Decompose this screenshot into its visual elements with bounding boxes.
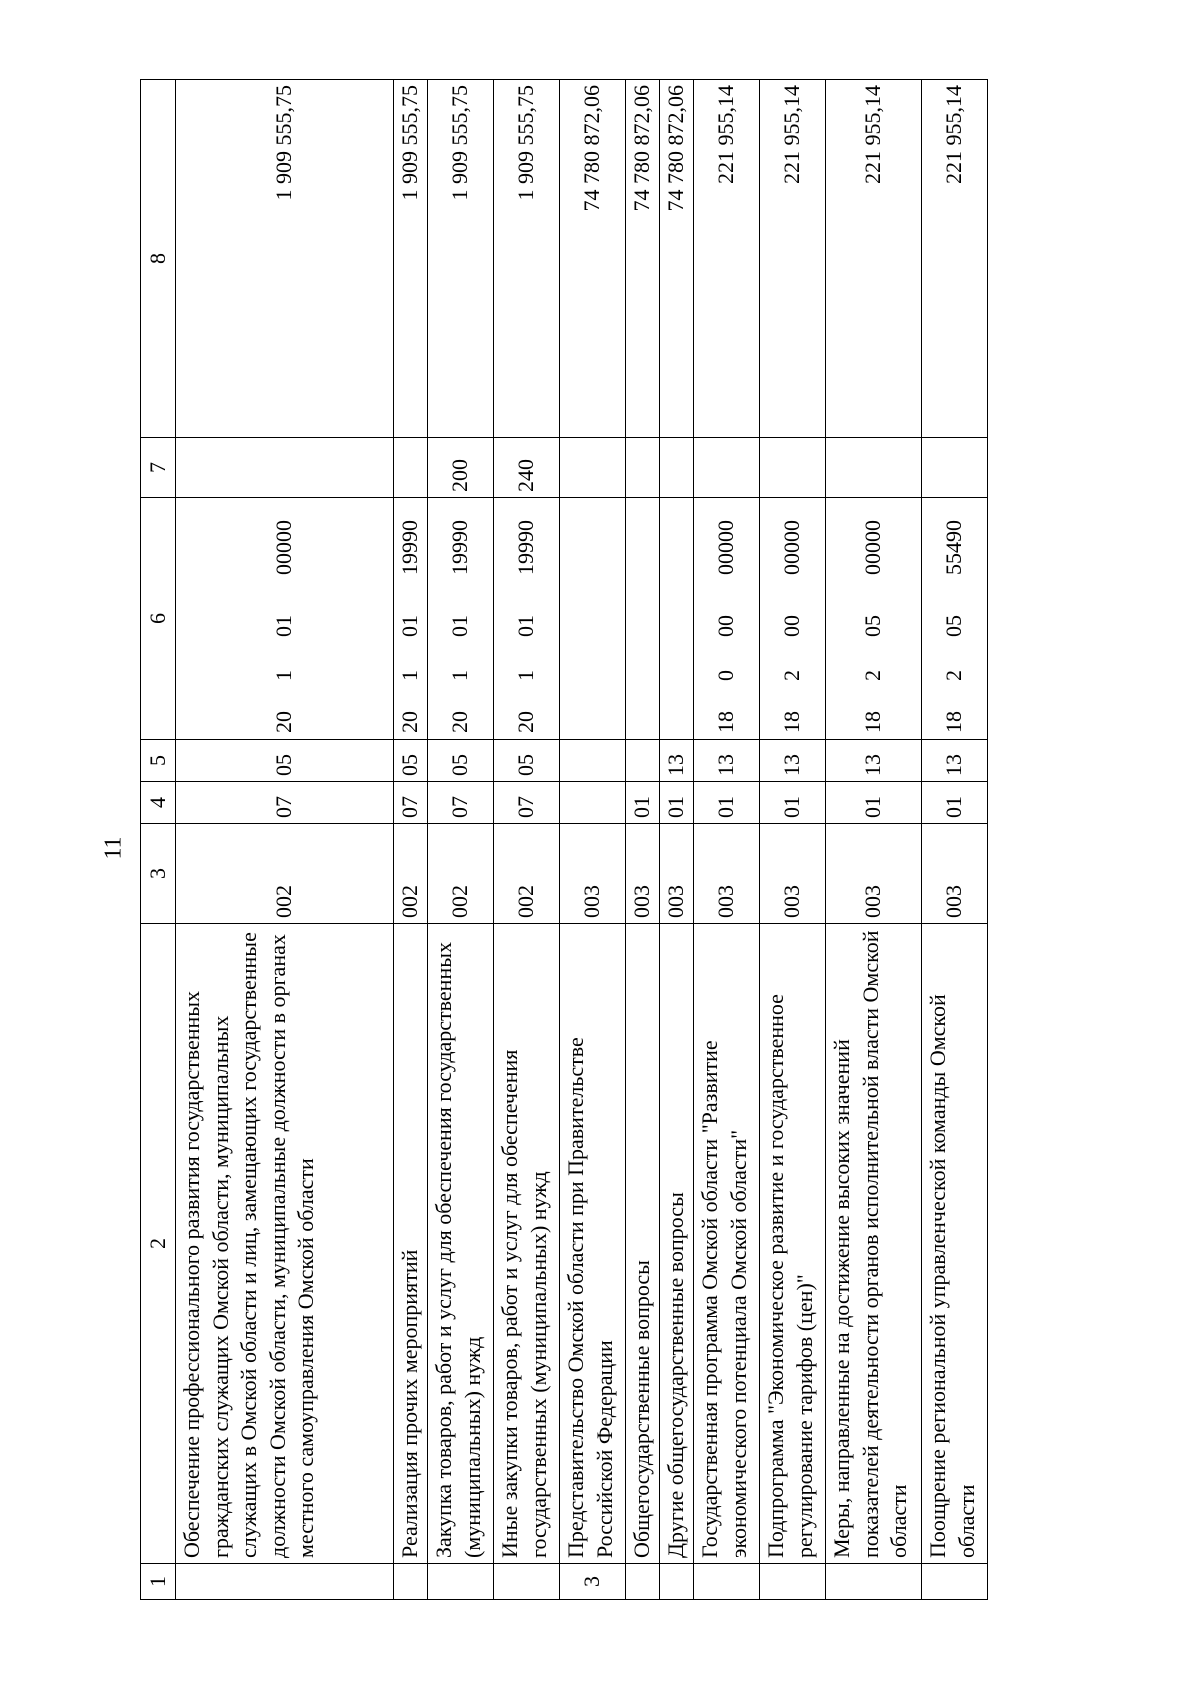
target-article-part: 00: [713, 615, 739, 637]
subsection-code-cell: [626, 740, 660, 782]
header-cell: 4: [141, 782, 176, 824]
target-article-part: 18: [713, 711, 739, 733]
row-number-cell: [394, 1564, 428, 1600]
rotated-table-container: [140, 80, 1020, 1600]
table-row: [494, 80, 560, 1600]
target-article-cell: [660, 498, 694, 740]
subsection-code-cell: 13: [694, 740, 760, 782]
target-article-part: 01: [447, 615, 473, 637]
expense-type-cell: [176, 438, 394, 498]
target-article-part: 19990: [447, 520, 473, 575]
row-number-cell: [428, 1564, 494, 1600]
expense-type-cell: [660, 438, 694, 498]
subsection-code-cell: 13: [826, 740, 922, 782]
target-article-cell: [922, 498, 988, 740]
expense-type-cell: 200: [428, 438, 494, 498]
table-row: [176, 80, 394, 1600]
item-name-cell: Подпрограмма "Экономическое развитие и государственное регулирование тарифов (цен)": [760, 924, 826, 1564]
subsection-code-cell: 05: [176, 740, 394, 782]
target-article-part: 01: [397, 615, 423, 637]
amount-cell: 1 909 555,75: [428, 80, 494, 438]
section-code-cell: 07: [494, 782, 560, 824]
target-article-cell: [826, 498, 922, 740]
subsection-code-cell: 13: [760, 740, 826, 782]
item-name-cell: Государственная программа Омской области "Развитие экономического потенциала Омской области": [694, 924, 760, 1564]
table-row: [694, 80, 760, 1600]
target-article-part: 00000: [271, 520, 297, 575]
subsection-code-cell: 05: [428, 740, 494, 782]
target-article-part: 1: [513, 670, 539, 681]
amount-cell: 221 955,14: [694, 80, 760, 438]
target-article-part: 20: [397, 711, 423, 733]
section-code-cell: 01: [826, 782, 922, 824]
subsection-code-cell: [560, 740, 626, 782]
ministry-code-cell: 002: [428, 824, 494, 924]
target-article-part: 55490: [941, 520, 967, 575]
subsection-code-cell: 13: [660, 740, 694, 782]
row-number-cell: [660, 1564, 694, 1600]
target-article-part: 20: [513, 711, 539, 733]
item-name-cell: Поощрение региональной управленческой команды Омской области: [922, 924, 988, 1564]
target-article-part: 0: [713, 670, 739, 681]
item-name-cell: Закупка товаров, работ и услуг для обеспечения государственных (муниципальных) нужд: [428, 924, 494, 1564]
header-cell: 8: [141, 80, 176, 438]
target-article-part: 19990: [513, 520, 539, 575]
amount-cell: 221 955,14: [922, 80, 988, 438]
target-article-part: 05: [941, 615, 967, 637]
expense-type-cell: [760, 438, 826, 498]
target-article-part: 00000: [860, 520, 886, 575]
subsection-code-cell: 05: [494, 740, 560, 782]
ministry-code-cell: 003: [760, 824, 826, 924]
section-code-cell: 01: [660, 782, 694, 824]
item-name-cell: Обеспечение профессионального развития государственных гражданских служащих Омской области, муниципальных служащих в Омской области и лиц, замещающих государственные должности Омской области, муниципальные должности в органах местного самоуправления Омской области: [176, 924, 394, 1564]
target-article-part: 18: [779, 711, 805, 733]
target-article-part: 1: [397, 670, 423, 681]
target-article-part: 05: [860, 615, 886, 637]
target-article-code: [778, 505, 807, 733]
target-article-cell: [176, 498, 394, 740]
amount-cell: 1 909 555,75: [494, 80, 560, 438]
amount-cell: 74 780 872,06: [560, 80, 626, 438]
target-article-part: 20: [271, 711, 297, 733]
expense-type-cell: [694, 438, 760, 498]
ministry-code-cell: 003: [626, 824, 660, 924]
target-article-cell: [428, 498, 494, 740]
item-name-cell: Реализация прочих мероприятий: [394, 924, 428, 1564]
subsection-code-cell: 05: [394, 740, 428, 782]
header-cell: 6: [141, 498, 176, 740]
subsection-code-cell: 13: [922, 740, 988, 782]
target-article-code: [712, 505, 741, 733]
amount-cell: 221 955,14: [760, 80, 826, 438]
target-article-part: 00000: [713, 520, 739, 575]
amount-cell: 1 909 555,75: [394, 80, 428, 438]
target-article-part: 20: [447, 711, 473, 733]
ministry-code-cell: 002: [176, 824, 394, 924]
amount-cell: 74 780 872,06: [626, 80, 660, 438]
target-article-part: 2: [941, 670, 967, 681]
row-number-cell: [826, 1564, 922, 1600]
row-number-cell: [626, 1564, 660, 1600]
page-number: 11: [100, 836, 127, 860]
budget-table: [140, 79, 988, 1600]
header-row: [141, 80, 176, 1600]
ministry-code-cell: 003: [922, 824, 988, 924]
target-article-code: [512, 505, 541, 733]
target-article-code: [446, 505, 475, 733]
row-number-cell: [760, 1564, 826, 1600]
target-article-part: 1: [447, 670, 473, 681]
item-name-cell: Иные закупки товаров, работ и услуг для обеспечения государственных (муниципальных) нужд: [494, 924, 560, 1564]
expense-type-cell: [394, 438, 428, 498]
target-article-part: 1: [271, 670, 297, 681]
target-article-cell: [560, 498, 626, 740]
expense-type-cell: [922, 438, 988, 498]
table-body: [176, 80, 988, 1600]
table-row: [626, 80, 660, 1600]
target-article-cell: [760, 498, 826, 740]
row-number-cell: [694, 1564, 760, 1600]
ministry-code-cell: 002: [494, 824, 560, 924]
header-cell: 1: [141, 1564, 176, 1600]
section-code-cell: 01: [694, 782, 760, 824]
target-article-part: 01: [513, 615, 539, 637]
ministry-code-cell: 002: [394, 824, 428, 924]
section-code-cell: 07: [176, 782, 394, 824]
section-code-cell: 01: [922, 782, 988, 824]
item-name-cell: Представительство Омской области при Правительстве Российской Федерации: [560, 924, 626, 1564]
header-cell: 2: [141, 924, 176, 1564]
row-number-cell: [922, 1564, 988, 1600]
expense-type-cell: [626, 438, 660, 498]
section-code-cell: 07: [394, 782, 428, 824]
ministry-code-cell: 003: [694, 824, 760, 924]
target-article-code: [270, 505, 299, 733]
header-cell: 3: [141, 824, 176, 924]
row-number-cell: [494, 1564, 560, 1600]
table-row: [428, 80, 494, 1600]
target-article-part: 01: [271, 615, 297, 637]
header-cell: 7: [141, 438, 176, 498]
target-article-cell: [494, 498, 560, 740]
target-article-part: 00: [779, 615, 805, 637]
header-cell: 5: [141, 740, 176, 782]
target-article-part: 18: [941, 711, 967, 733]
table-row: [660, 80, 694, 1600]
table-row: [394, 80, 428, 1600]
target-article-part: 19990: [397, 520, 423, 575]
table-row: [922, 80, 988, 1600]
expense-type-cell: [560, 438, 626, 498]
amount-cell: 74 780 872,06: [660, 80, 694, 438]
expense-type-cell: [826, 438, 922, 498]
section-code-cell: 01: [760, 782, 826, 824]
section-code-cell: [560, 782, 626, 824]
item-name-cell: Общегосударственные вопросы: [626, 924, 660, 1564]
target-article-cell: [394, 498, 428, 740]
ministry-code-cell: 003: [560, 824, 626, 924]
item-name-cell: Другие общегосударственные вопросы: [660, 924, 694, 1564]
target-article-part: 2: [860, 670, 886, 681]
section-code-cell: 07: [428, 782, 494, 824]
ministry-code-cell: 003: [826, 824, 922, 924]
section-code-cell: 01: [626, 782, 660, 824]
row-number-cell: 3: [560, 1564, 626, 1600]
target-article-code: [940, 505, 969, 733]
target-article-cell: [626, 498, 660, 740]
target-article-code: [396, 505, 425, 733]
table-row: [826, 80, 922, 1600]
target-article-part: 2: [779, 670, 805, 681]
item-name-cell: Меры, направленные на достижение высоких значений показателей деятельности органов исполнительной власти Омской области: [826, 924, 922, 1564]
target-article-cell: [694, 498, 760, 740]
table-row: [560, 80, 626, 1600]
target-article-part: 00000: [779, 520, 805, 575]
amount-cell: 221 955,14: [826, 80, 922, 438]
expense-type-cell: 240: [494, 438, 560, 498]
row-number-cell: [176, 1564, 394, 1600]
amount-cell: 1 909 555,75: [176, 80, 394, 438]
table-row: [760, 80, 826, 1600]
ministry-code-cell: 003: [660, 824, 694, 924]
target-article-part: 18: [860, 711, 886, 733]
target-article-code: [859, 505, 888, 733]
